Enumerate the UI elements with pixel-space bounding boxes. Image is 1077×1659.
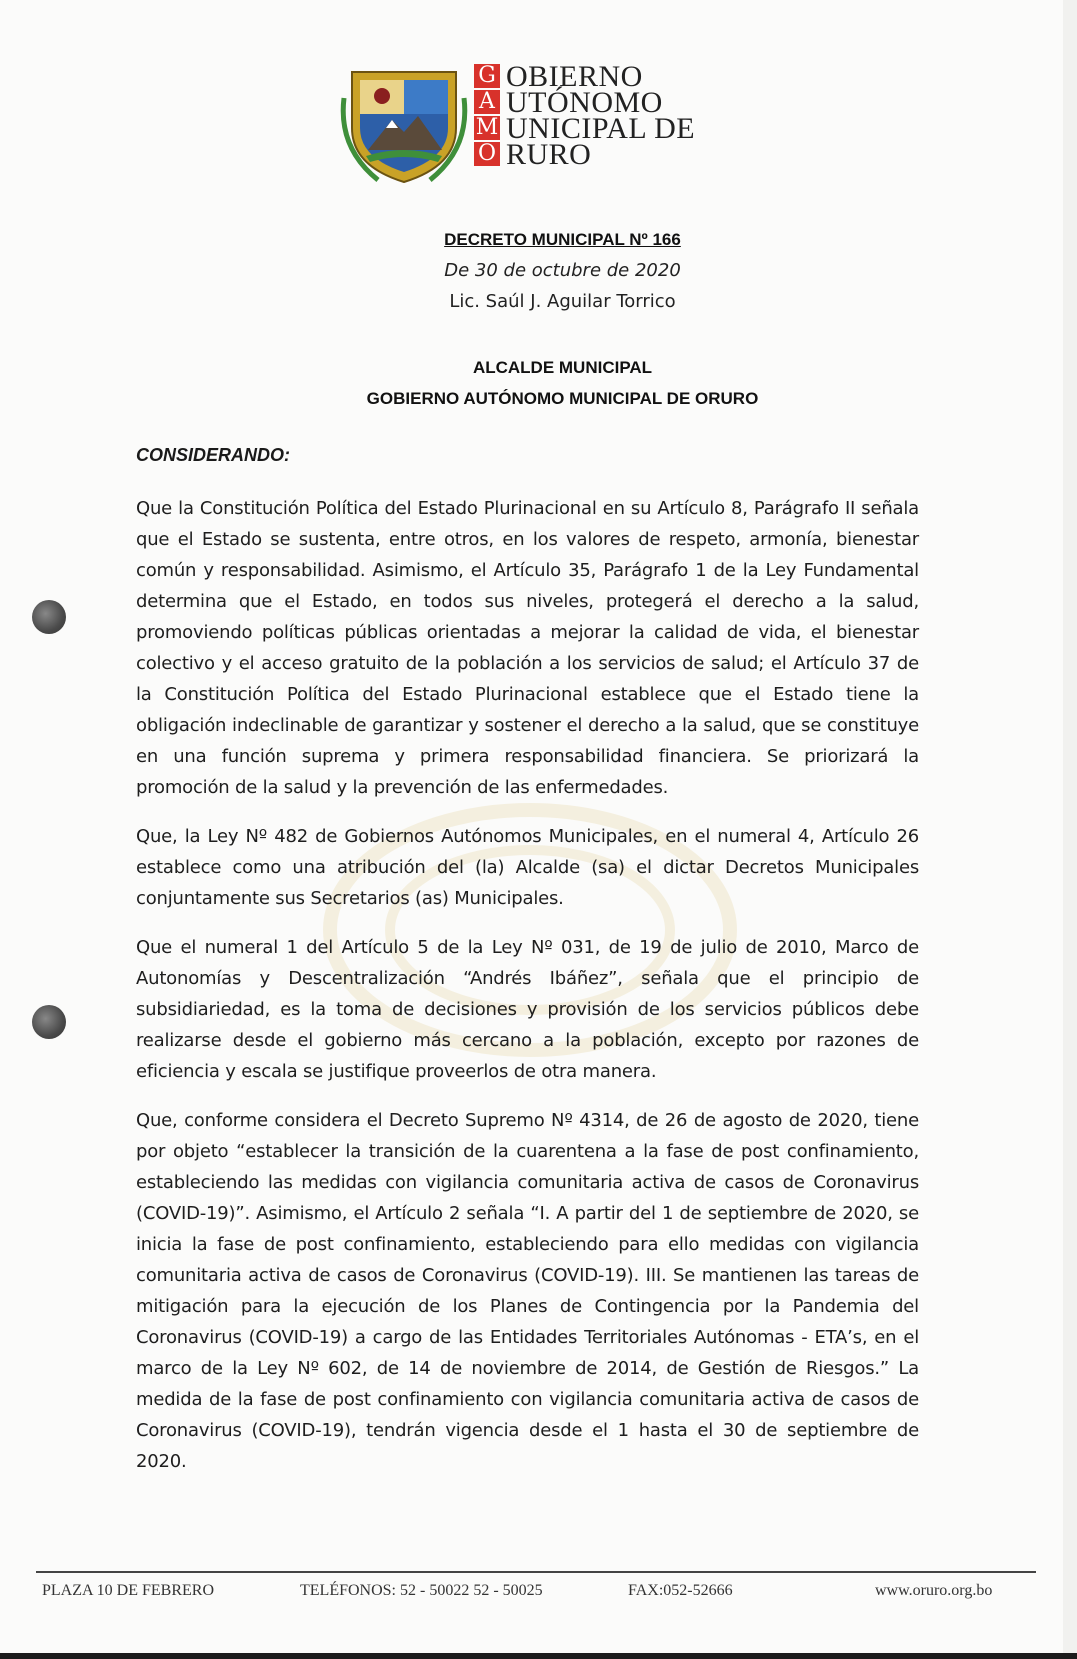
footer-phones: TELÉFONOS: 52 - 50022 52 - 50025 bbox=[300, 1582, 543, 1599]
municipal-logo bbox=[338, 58, 738, 188]
coat-of-arms-icon bbox=[338, 58, 470, 188]
footer-website: www.oruro.org.bo bbox=[875, 1582, 993, 1599]
paragraph: Que, la Ley Nº 482 de Gobiernos Autónomos Municipales, en el numeral 4, Artículo 26 establece como una atribución del (la) Alcalde (sa) el dictar Decretos Municipales conjuntamente sus Secretarios (as) Municipales. bbox=[136, 826, 919, 909]
org-line: RURO bbox=[506, 138, 592, 171]
scan-edge bbox=[0, 1653, 1077, 1659]
organization-name bbox=[506, 60, 696, 171]
footer-divider bbox=[36, 1571, 1036, 1573]
punch-hole-icon bbox=[32, 600, 66, 634]
org-line: UTÓNOMO bbox=[506, 86, 663, 119]
page-footer bbox=[0, 1582, 1077, 1606]
org-line: UNICIPAL DE bbox=[506, 112, 696, 145]
decree-header bbox=[0, 230, 1077, 312]
decree-title: DECRETO MUNICIPAL Nº 166 bbox=[444, 230, 681, 249]
paragraph: Que el numeral 1 del Artículo 5 de la Ley Nº 031, de 19 de julio de 2010, Marco de Autonomías y Descentralización “Andrés Ibáñez”, señala que el principio de subsidiariedad, es la toma de decisiones y provisión de los servicios públicos debe realizarse desde el gobierno más cercano a la población, excepto por razones de eficiencia y escala se justifique proveerlos de otra manera. bbox=[136, 937, 919, 1082]
initial-letter: G bbox=[474, 64, 500, 88]
initial-letter: A bbox=[474, 90, 500, 114]
paragraph: Que la Constitución Política del Estado Plurinacional en su Artículo 8, Parágrafo II señala que el Estado se sustenta, entre otros, en los valores de respeto, armonía, bienestar común y responsabilidad. Asimismo, el Artículo 35, Parágrafo 1 de la Ley Fundamental determina que el Estado, en todos sus niveles, protegerá el derecho a la salud, promoviendo políticas públicas orientadas a mejorar la calidad de vida, el bienestar colectivo y el acceso gratuito de la población a los servicios de salud; el Artículo 37 de la Constitución Política del Estado Plurinacional establece que el Estado tiene la obligación indeclinable de garantizar y sostener el derecho a la salud, que se constituye en una función suprema y primera responsabilidad financiera. Se priorizará la promoción de la salud y la prevención de las enfermedades. bbox=[136, 498, 919, 798]
acronym-initials bbox=[474, 64, 502, 168]
authority-block bbox=[0, 358, 1077, 420]
org-line: OBIERNO bbox=[506, 60, 643, 93]
initial-letter: O bbox=[474, 142, 500, 166]
authority-institution: GOBIERNO AUTÓNOMO MUNICIPAL DE ORURO bbox=[366, 389, 759, 408]
document-body bbox=[136, 493, 919, 1495]
authority-title: ALCALDE MUNICIPAL bbox=[472, 358, 653, 377]
initial-letter: M bbox=[475, 115, 499, 140]
footer-fax: FAX:052-52666 bbox=[628, 1582, 733, 1599]
section-heading: CONSIDERANDO: bbox=[136, 445, 291, 465]
decree-date: De 30 de octubre de 2020 bbox=[444, 260, 681, 281]
decree-signer: Lic. Saúl J. Aguilar Torrico bbox=[449, 291, 676, 312]
paragraph: Que, conforme considera el Decreto Supremo Nº 4314, de 26 de agosto de 2020, tiene por objeto “establecer la transición de la cuarentena a la fase de post confinamiento, estableciendo las medidas con vigilancia comunitaria activa de casos de Coronavirus (COVID-19)”. Asimismo, el Artículo 2 señala “I. A partir del 1 de septiembre de 2020, se inicia la fase de post confinamiento, estableciendo para ello medidas con vigilancia comunitaria activa de casos de Coronavirus (COVID-19). III. Se mantienen las tareas de mitigación para la ejecución de los Planes de Contingencia por la Pandemia del Coronavirus (COVID-19) a cargo de las Entidades Territoriales Autónomas - ETA’s, en el marco de la Ley Nº 602, de 14 de noviembre de 2014, de Gestión de Riesgos.” La medida de la fase de post confinamiento con vigilancia comunitaria activa de casos de Coronavirus (COVID-19), tendrán vigencia desde el 1 hasta el 30 de septiembre de 2020. bbox=[136, 1110, 919, 1472]
footer-address: PLAZA 10 DE FEBRERO bbox=[42, 1582, 215, 1599]
punch-hole-icon bbox=[32, 1005, 66, 1039]
